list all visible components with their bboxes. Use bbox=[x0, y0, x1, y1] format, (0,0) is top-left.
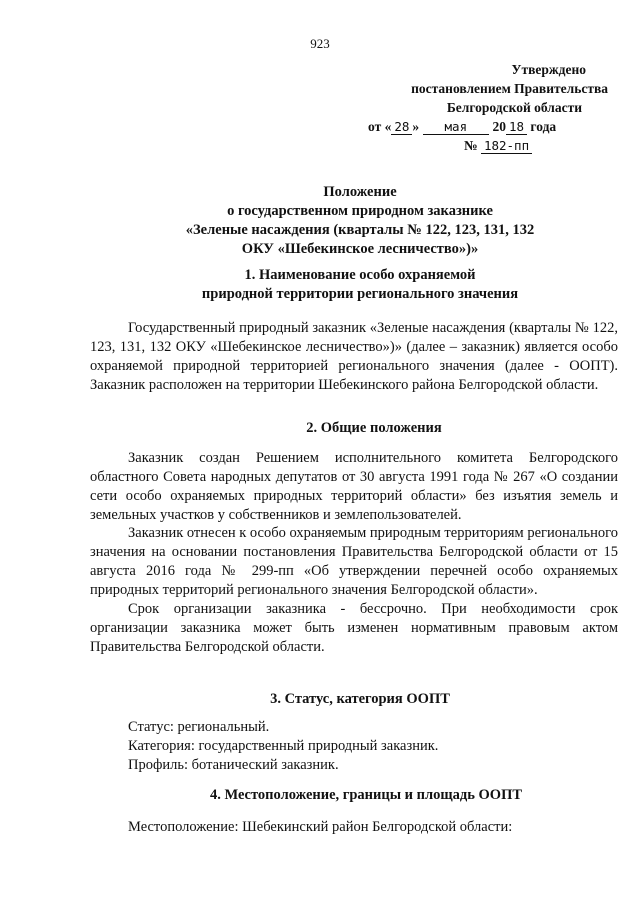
title-line-4: ОКУ «Шебекинское лесничество»)» bbox=[241, 241, 479, 257]
date-day: 28 bbox=[391, 119, 412, 135]
approval-line-1: Утверждено bbox=[511, 62, 586, 77]
section-1-paragraph: Государственный природный заказник «Зеленые насаждения (кварталы № 122, 123, 131, 132 ОКУ «Шебекинское лесничество»)» (далее – заказник) является особо охраняемой природной территорией регионального значения (далее - ООПТ). Заказник расположен на территории Шебекинского района Белгородской области. bbox=[90, 320, 618, 393]
section-1-heading-line-1: 1. Наименование особо охраняемой bbox=[244, 267, 476, 283]
approval-date bbox=[368, 117, 608, 136]
category-line: Категория: государственный природный заказник. bbox=[128, 738, 439, 754]
date-year-word: года bbox=[530, 119, 557, 134]
section-1-heading bbox=[90, 266, 630, 304]
date-year-prefix: 20 bbox=[492, 119, 506, 134]
section-2-paragraph-3: Срок организации заказника - бессрочно. При необходимости срок организации заказника может быть изменен нормативным правовым актом Правительства Белгородской области. bbox=[90, 601, 618, 655]
document-title bbox=[80, 183, 640, 259]
title-line-2: о государственном природном заказнике bbox=[227, 203, 493, 219]
approval-number bbox=[368, 136, 608, 155]
section-2-paragraph-1: Заказник создан Решением исполнительного комитета Белгородского областного Совета народных депутатов от 30 августа 1991 года № 267 «О создании сети особо охраняемых природных территорий области» без изъятия земель и земельных участков у собственников и землепользователей. bbox=[90, 450, 618, 523]
location-line: Местоположение: Шебекинский район Белгородской области: bbox=[128, 819, 513, 835]
approval-line-2: постановлением Правительства bbox=[411, 81, 608, 96]
approval-line-3: Белгородской области bbox=[446, 100, 582, 115]
page-number: 923 bbox=[310, 36, 330, 51]
title-line-1: Положение bbox=[323, 184, 397, 200]
date-mid: » bbox=[412, 119, 420, 134]
number-prefix: № bbox=[464, 138, 478, 153]
section-2-paragraph-2: Заказник отнесен к особо охраняемым природным территориям регионального значения на основании постановления Правительства Белгородской области от 15 августа 2016 года № 299-пп «Об утверждении перечней особо охраняемых природных территорий регионального значения Белгородской области». bbox=[90, 525, 618, 598]
profile-line: Профиль: ботанический заказник. bbox=[128, 757, 339, 773]
section-1-heading-line-2: природной территории регионального значения bbox=[201, 286, 519, 302]
date-prefix: от « bbox=[368, 119, 392, 134]
title-line-3: «Зеленые насаждения (кварталы № 122, 123, 131, 132 bbox=[185, 222, 535, 238]
status-line: Статус: региональный. bbox=[128, 719, 270, 735]
date-year-suffix: 18 bbox=[506, 119, 527, 135]
section-2-heading: 2. Общие положения bbox=[306, 420, 442, 436]
number-value: 182-пп bbox=[481, 138, 532, 154]
date-month: мая bbox=[423, 119, 490, 135]
approval-block bbox=[368, 60, 608, 155]
section-4-heading: 4. Местоположение, границы и площадь ООПТ bbox=[209, 787, 523, 803]
section-3-heading: 3. Статус, категория ООПТ bbox=[270, 691, 450, 707]
